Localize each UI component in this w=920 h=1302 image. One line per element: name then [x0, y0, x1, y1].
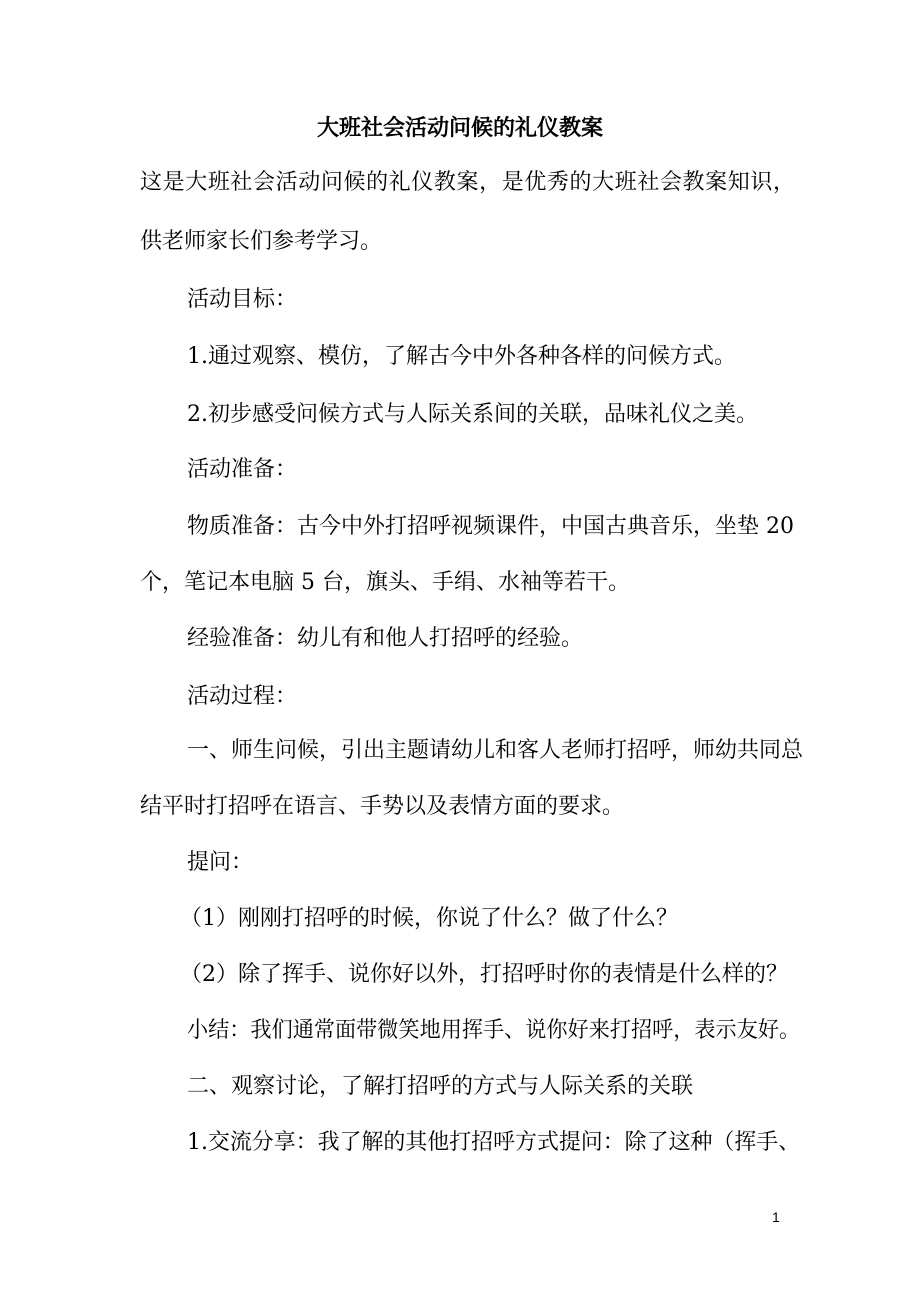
step-1-line-2: 结平时打招呼在语言、手势以及表情方面的要求。 [140, 794, 625, 819]
intro-line-2: 供老师家长们参考学习。 [140, 229, 383, 254]
goal-item-2: 2.初步感受问候方式与人际关系间的关联，品味礼仪之美。 [187, 402, 758, 427]
experience-prep: 经验准备：幼儿有和他人打招呼的经验。 [187, 626, 584, 651]
question-2: （2）除了挥手、说你好以外，打招呼时你的表情是什么样的？ [180, 962, 788, 987]
question-label: 提问： [187, 850, 254, 875]
material-prep-line-2: 个，笔记本电脑 5 台，旗头、手绢、水袖等若干。 [140, 570, 630, 595]
step-2-item-1: 1.交流分享：我了解的其他打招呼方式提问：除了这种（挥手、 [187, 1130, 801, 1155]
intro-line-1: 这是大班社会活动问候的礼仪教案，是优秀的大班社会教案知识， [140, 170, 795, 195]
material-prep-line-1: 物质准备：古今中外打招呼视频课件，中国古典音乐，坐垫 20 [187, 514, 794, 539]
summary: 小结：我们通常面带微笑地用挥手、说你好来打招呼，表示友好。 [187, 1018, 801, 1043]
step-1-line-1: 一、师生问候，引出主题请幼儿和客人老师打招呼，师幼共同总 [187, 738, 804, 763]
document-title: 大班社会活动问候的礼仪教案 [316, 115, 603, 141]
section-heading-preparation: 活动准备： [187, 457, 298, 482]
goal-item-1: 1.通过观察、模仿，了解古今中外各种各样的问候方式。 [187, 344, 736, 369]
section-heading-goals: 活动目标： [187, 287, 298, 312]
page-number: 1 [772, 1209, 780, 1225]
question-1: （1）刚刚打招呼的时候，你说了什么？做了什么？ [180, 906, 678, 931]
section-heading-process: 活动过程： [187, 684, 298, 709]
step-2-heading: 二、观察讨论，了解打招呼的方式与人际关系的关联 [187, 1074, 694, 1099]
